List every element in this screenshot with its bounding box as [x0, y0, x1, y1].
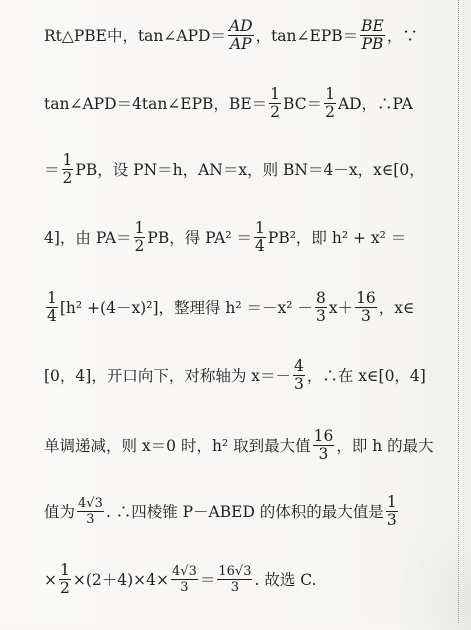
fraction-denominator: 3 [230, 580, 240, 595]
fraction-be-pb [360, 18, 385, 53]
text-segment: . 故选 C. [254, 570, 317, 589]
text-segment: [h² +(4－x)²]，整理得 h² ＝－x² － [59, 298, 313, 317]
fraction-one-half [269, 86, 281, 121]
fraction-one-quarter [46, 290, 58, 325]
fraction-sixteen-thirds [313, 428, 335, 463]
text-segment: ，∴在 x∈[0，4] [306, 366, 426, 385]
fraction-numerator: 4√3 [78, 496, 103, 511]
fraction-denominator: 4 [255, 237, 265, 255]
fraction-numerator: 4√3 [172, 564, 197, 579]
fraction-denominator: 3 [360, 307, 371, 325]
text-segment: ，∵ [386, 26, 418, 45]
column-divider [458, 0, 459, 623]
fraction-one-half [62, 152, 74, 187]
fraction-denominator: 2 [270, 103, 281, 121]
text-segment: AD，∴PA [337, 94, 413, 113]
fraction-numerator: 1 [325, 85, 335, 103]
solution-line-1 [44, 18, 418, 53]
fraction-numerator: 16√3 [218, 564, 252, 579]
fraction-four-thirds [293, 358, 305, 393]
fraction-numerator: 1 [47, 289, 57, 307]
fraction-one-third [386, 494, 398, 529]
fraction-four-root3-thirds [171, 564, 198, 595]
fraction-denominator: AP [229, 35, 252, 53]
solution-line-5 [44, 290, 415, 325]
text-segment: × [44, 570, 57, 589]
fraction-one-half [324, 86, 336, 121]
page-shadow [400, 490, 471, 630]
fraction-ad-ap [228, 18, 254, 53]
fraction-sixteen-root3-thirds [217, 564, 252, 595]
text-segment: ，tan∠EPB＝ [255, 26, 359, 45]
fraction-denominator: 3 [86, 512, 95, 527]
fraction-denominator: 4 [47, 307, 57, 325]
fraction-numerator: 16 [313, 427, 334, 445]
fraction-one-half [59, 562, 71, 597]
text-segment: BC＝ [283, 94, 323, 113]
solution-line-6 [44, 358, 426, 393]
fraction-denominator: 3 [315, 307, 326, 325]
text-segment: PB，得 PA² ＝ [147, 228, 253, 247]
fraction-denominator: 2 [60, 579, 70, 597]
text-segment: ，x∈ [378, 298, 415, 317]
fraction-sixteen-thirds [355, 290, 377, 325]
fraction-denominator: 3 [294, 375, 304, 393]
text-segment: tan∠APD＝4tan∠EPB，BE＝ [44, 94, 268, 113]
fraction-numerator: 1 [60, 561, 70, 579]
text-segment: ＝ [44, 160, 60, 179]
solution-line-3 [44, 152, 425, 187]
fraction-denominator: 2 [62, 169, 73, 187]
solution-line-4 [44, 220, 406, 255]
fraction-numerator: 1 [62, 151, 73, 169]
fraction-denominator: 2 [134, 237, 145, 255]
text-segment: ，即 h 的最大 [336, 436, 434, 455]
fraction-numerator: BE [361, 17, 384, 35]
text-segment: PB²，即 h² + x² ＝ [267, 228, 407, 247]
solution-line-2 [44, 86, 413, 121]
fraction-one-half [134, 220, 146, 255]
fraction-numerator: 1 [134, 219, 145, 237]
text-segment: x＋ [328, 298, 354, 317]
solution-line-7 [44, 428, 434, 463]
fraction-numerator: 1 [270, 85, 281, 103]
fraction-numerator: 1 [255, 219, 265, 237]
text-segment: . ∴四棱锥 P－ABED 的体积的最大值是 [105, 502, 384, 521]
fraction-numerator: 8 [315, 289, 326, 307]
fraction-eight-thirds [315, 290, 327, 325]
fraction-numerator: AD [228, 17, 253, 35]
fraction-one-quarter [254, 220, 266, 255]
fraction-numerator: 4 [294, 357, 304, 375]
text-segment: Rt△PBE中，tan∠APD＝ [44, 26, 226, 45]
fraction-numerator: 1 [386, 493, 397, 511]
solution-line-9 [44, 562, 317, 597]
fraction-denominator: PB [361, 35, 384, 53]
fraction-numerator: 16 [356, 289, 376, 307]
fraction-denominator: 3 [180, 580, 189, 595]
fraction-denominator: 3 [386, 511, 397, 529]
fraction-denominator: 3 [318, 445, 329, 463]
text-segment: ＝ [199, 570, 216, 589]
text-segment: [0，4]，开口向下，对称轴为 x＝－ [44, 366, 291, 385]
fraction-four-root3-thirds [77, 496, 104, 527]
text-segment: PB，设 PN＝h，AN＝x，则 BN＝4－x，x∈[0， [75, 160, 425, 179]
text-segment: 值为 [44, 502, 76, 521]
fraction-denominator: 2 [325, 103, 335, 121]
text-segment: 单调递减，则 x＝0 时，h² 取到最大值 [44, 436, 311, 455]
text-segment: ×(2＋4)×4× [72, 570, 170, 589]
solution-line-8 [44, 494, 400, 529]
text-segment: 4]，由 PA＝ [44, 228, 132, 247]
